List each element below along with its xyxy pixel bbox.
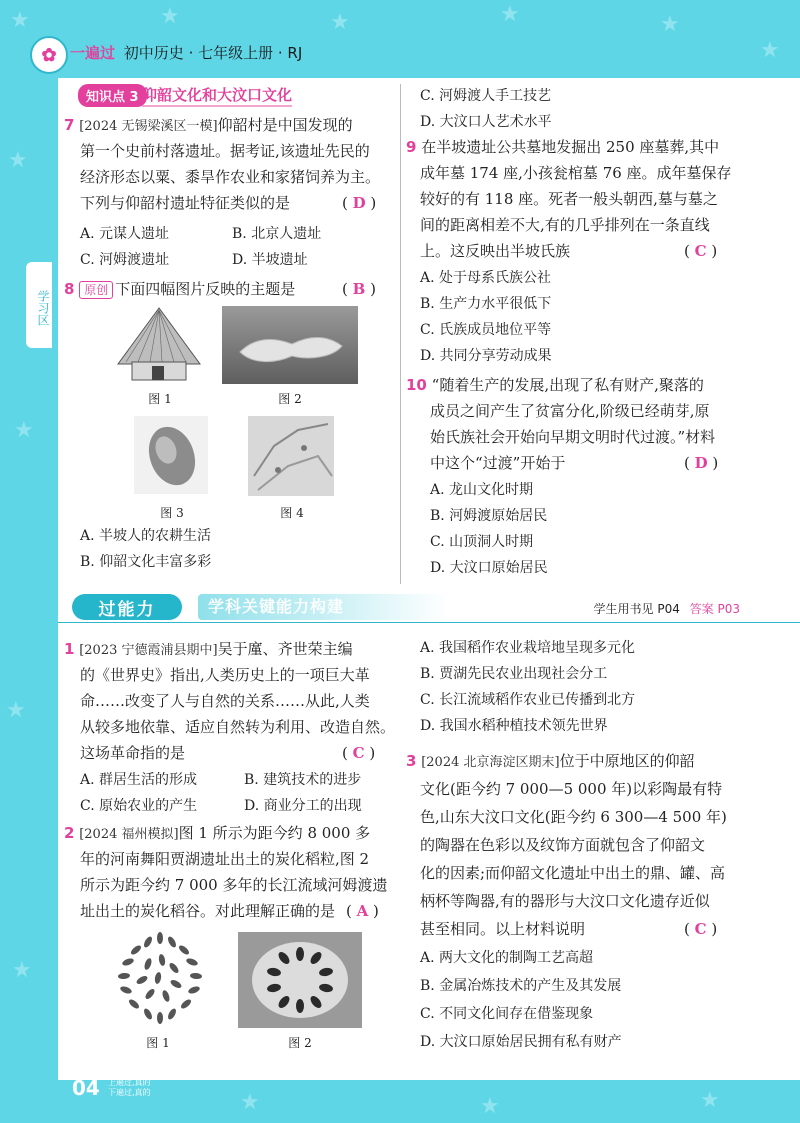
star-icon: ★ (6, 698, 26, 723)
option-d: D. 半坡遗址 (232, 252, 308, 268)
question-source: [2024 无锡梁溪区一模] (79, 119, 218, 134)
original-tag: 原创 (79, 281, 113, 299)
option-a: A. 两大文化的制陶工艺高超 (420, 950, 594, 966)
question-7-line-4 (80, 190, 290, 216)
brand-name: 一遍过 (70, 44, 116, 62)
option-d: D. 大汶口原始居民 (430, 560, 548, 576)
option-d: D. 共同分享劳动成果 (420, 348, 552, 364)
star-icon: ★ (12, 958, 32, 983)
question-9-line-3: 较好的有 118 座。死者一般头朝西,墓与墓之 (420, 190, 718, 208)
header-title (70, 42, 302, 63)
question-9-line-1 (406, 134, 719, 160)
star-icon: ★ (14, 418, 34, 443)
option-a: A. 半坡人的农耕生活 (80, 528, 212, 544)
section-reference (594, 600, 740, 617)
figure-caption: 图 4 (280, 506, 304, 520)
option-a: A. 元谋人遗址 (80, 226, 170, 242)
figure-caption: 图 3 (160, 506, 184, 520)
question-8-line-1 (64, 276, 295, 302)
option-c: C. 河姆渡遗址 (80, 252, 170, 268)
practice-3-line-5: 化的因素;而仰韶文化遗址中出土的鼎、罐、高 (420, 864, 726, 882)
question-text: “随着生产的发展,出现了私有财产,聚落的 (431, 376, 704, 394)
figure-caption: 图 2 (278, 392, 302, 406)
option-a: A. 群居生活的形成 (80, 772, 198, 788)
question-text: 图 1 所示为距今约 8 000 多 (178, 824, 371, 842)
question-10-line-3: 始氏族社会开始向早期文明时代过渡。”材料 (430, 428, 716, 446)
practice-1-line-1 (64, 636, 353, 664)
practice-3-line-1 (406, 748, 695, 776)
answer-mark: D (694, 454, 708, 472)
practice-2-line-1 (64, 820, 370, 848)
figure-site-map-image (248, 416, 334, 496)
page-header (0, 0, 800, 78)
mascot-logo-icon: ✿ (30, 36, 68, 74)
figure-carving-image (222, 306, 358, 384)
question-10-line-1 (406, 372, 704, 398)
footer-slogan-line: 下遍过,真的 (108, 1088, 151, 1097)
knowledge-point-title: 仰韶文化和大汶口文化 (142, 84, 292, 107)
option-c: C. 氏族成员地位平等 (420, 322, 552, 338)
option-c: C. 长江流域稻作农业已传播到北方 (420, 692, 636, 708)
knowledge-point-badge: 知识点 3 (78, 84, 147, 107)
side-tab-study-zone: 学习区 (26, 262, 52, 348)
option-b: B. 河姆渡原始居民 (430, 508, 548, 524)
section-banner (58, 592, 800, 622)
question-number: 8 (64, 280, 75, 298)
star-icon: ★ (500, 2, 520, 27)
question-number: 10 (406, 376, 427, 394)
answer-bracket: ( B ) (342, 280, 376, 298)
question-text: 仰韶村是中国发现的 (217, 116, 353, 134)
option-a: A. 处于母系氏族公社 (420, 270, 552, 286)
option-c: C. 河姆渡人手工技艺 (420, 88, 552, 104)
question-7-line-1 (64, 112, 353, 140)
section-title: 过能力 (72, 594, 182, 620)
star-icon: ★ (660, 12, 680, 37)
option-d: D. 商业分工的出现 (244, 798, 362, 814)
option-a: A. 我国稻作农业栽培地呈现多元化 (420, 640, 636, 656)
question-source: [2024 北京海淀区期末] (421, 755, 560, 770)
answer-bracket: ( C ) (684, 242, 718, 260)
practice-2-line-2: 年的河南舞阳贾湖遗址出土的炭化稻粒,图 2 (80, 850, 370, 868)
answer-mark: C (352, 744, 365, 762)
answer-mark: C (694, 920, 707, 938)
book-title: 初中历史 · 七年级上册 · RJ (123, 44, 303, 62)
practice-3-line-4: 的陶器在色彩以及纹饰方面就包含了仰韶文 (420, 836, 706, 854)
book-reference: 学生用书见 P04 (593, 602, 680, 616)
question-text: 在半坡遗址公共墓地发掘出 250 座墓葬,其中 (421, 138, 720, 156)
option-d: D. 我国水稻种植技术领先世界 (420, 718, 608, 734)
question-source: [2024 福州模拟] (79, 827, 179, 842)
answer-bracket: ( C ) (342, 744, 376, 762)
option-b: B. 仰韶文化丰富多彩 (80, 554, 212, 570)
star-icon: ★ (240, 1090, 260, 1115)
star-icon: ★ (10, 8, 30, 33)
section-divider (58, 622, 800, 623)
answer-mark: D (352, 194, 366, 212)
figure-caption: 图 1 (146, 1036, 170, 1050)
practice-2-line-4: 址出土的炭化稻谷。对此理解正确的是 (80, 902, 336, 920)
answer-bracket: ( D ) (342, 194, 377, 212)
answer-mark: C (694, 242, 707, 260)
question-9-line-5: 上。这反映出半坡氏族 (420, 242, 571, 260)
question-number: 3 (406, 752, 417, 770)
practice-3-line-6: 柄杯等陶器,有的器形与大汶口文化遗存近似 (420, 892, 710, 910)
figure-caption: 图 2 (288, 1036, 312, 1050)
figure-carbonized-rice-grains-image (104, 928, 216, 1028)
footer-slogan (108, 1078, 151, 1098)
answer-mark: B (352, 280, 366, 298)
option-b: B. 生产力水平很低下 (420, 296, 552, 312)
practice-2-line-3: 所示为距今约 7 000 多年的长江流域河姆渡遗 (80, 876, 388, 894)
star-icon: ★ (8, 148, 28, 173)
practice-1-line-2: 的《世界史》指出,人类历史上的一项巨大革 (80, 666, 370, 684)
practice-3-line-3: 色,山东大汶口文化(距今约 6 300—4 500 年) (420, 808, 727, 826)
option-d: D. 大汶口人艺术水平 (420, 114, 552, 130)
question-text: 下列与仰韶村遗址特征类似的是 (80, 194, 291, 212)
question-text: 下面四幅图片反映的主题是 (115, 280, 296, 298)
star-icon: ★ (700, 1088, 720, 1113)
option-a: A. 龙山文化时期 (430, 482, 534, 498)
page-number: 04 (72, 1076, 100, 1100)
answer-mark: A (356, 902, 369, 920)
answer-bracket: ( D ) (684, 454, 719, 472)
practice-3-line-2: 文化(距今约 7 000—5 000 年)以彩陶最有特 (420, 780, 723, 798)
figure-rice-grain-ring-image (238, 932, 362, 1028)
option-b: B. 建筑技术的进步 (244, 772, 362, 788)
figure-thatched-hut-image (112, 306, 206, 384)
figure-caption: 图 1 (148, 392, 172, 406)
option-c: C. 不同文化间存在借鉴现象 (420, 1006, 594, 1022)
question-10-line-2: 成员之间产生了贫富分化,阶级已经萌芽,原 (430, 402, 710, 420)
answer-bracket: ( C ) (684, 920, 718, 938)
question-number: 2 (64, 824, 75, 842)
option-d: D. 大汶口原始居民拥有私有财产 (420, 1034, 622, 1050)
question-7-line-2: 第一个史前村落遗址。据考证,该遗址先民的 (80, 142, 370, 160)
question-source: [2023 宁德霞浦县期中] (79, 643, 218, 658)
practice-1-line-5: 这场革命指的是 (80, 744, 186, 762)
practice-3-line-7: 甚至相同。以上材料说明 (420, 920, 586, 938)
question-number: 1 (64, 640, 75, 658)
star-icon: ★ (330, 10, 350, 35)
practice-1-line-3: 命……改变了人与自然的关系……从此,人类 (80, 692, 370, 710)
practice-1-line-4: 从较多地依靠、适应自然转为利用、改造自然。 (80, 718, 396, 736)
question-10-line-4: 中这个“过渡”开始于 (430, 454, 566, 472)
question-text: 位于中原地区的仰韶 (559, 752, 695, 770)
option-b: B. 贾湖先民农业出现社会分工 (420, 666, 608, 682)
question-9-line-2: 成年墓 174 座,小孩瓮棺墓 76 座。成年墓保存 (420, 164, 732, 182)
footer-slogan-line: 上遍过,真的 (108, 1078, 151, 1087)
star-icon: ★ (160, 4, 180, 29)
question-7-line-3: 经济形态以粟、黍旱作农业和家猪饲养为主。 (80, 168, 381, 186)
question-9-line-4: 间的距离相差不大,有的几乎排列在一条直线 (420, 216, 710, 234)
answer-bracket: ( A ) (346, 902, 379, 920)
question-number: 7 (64, 116, 75, 134)
star-icon: ★ (760, 38, 780, 63)
figure-stone-artifact-image (134, 416, 208, 494)
question-number: 9 (406, 138, 417, 156)
option-c: C. 原始农业的产生 (80, 798, 198, 814)
question-text: 吴于廑、齐世荣主编 (217, 640, 353, 658)
section-subtitle: 学科关键能力构建 (198, 594, 448, 620)
answer-reference: 答案 P03 (689, 602, 740, 616)
option-b: B. 北京人遗址 (232, 226, 322, 242)
star-icon: ★ (480, 1094, 500, 1119)
column-divider (400, 84, 401, 584)
option-b: B. 金属冶炼技术的产生及其发展 (420, 978, 622, 994)
option-c: C. 山顶洞人时期 (430, 534, 534, 550)
